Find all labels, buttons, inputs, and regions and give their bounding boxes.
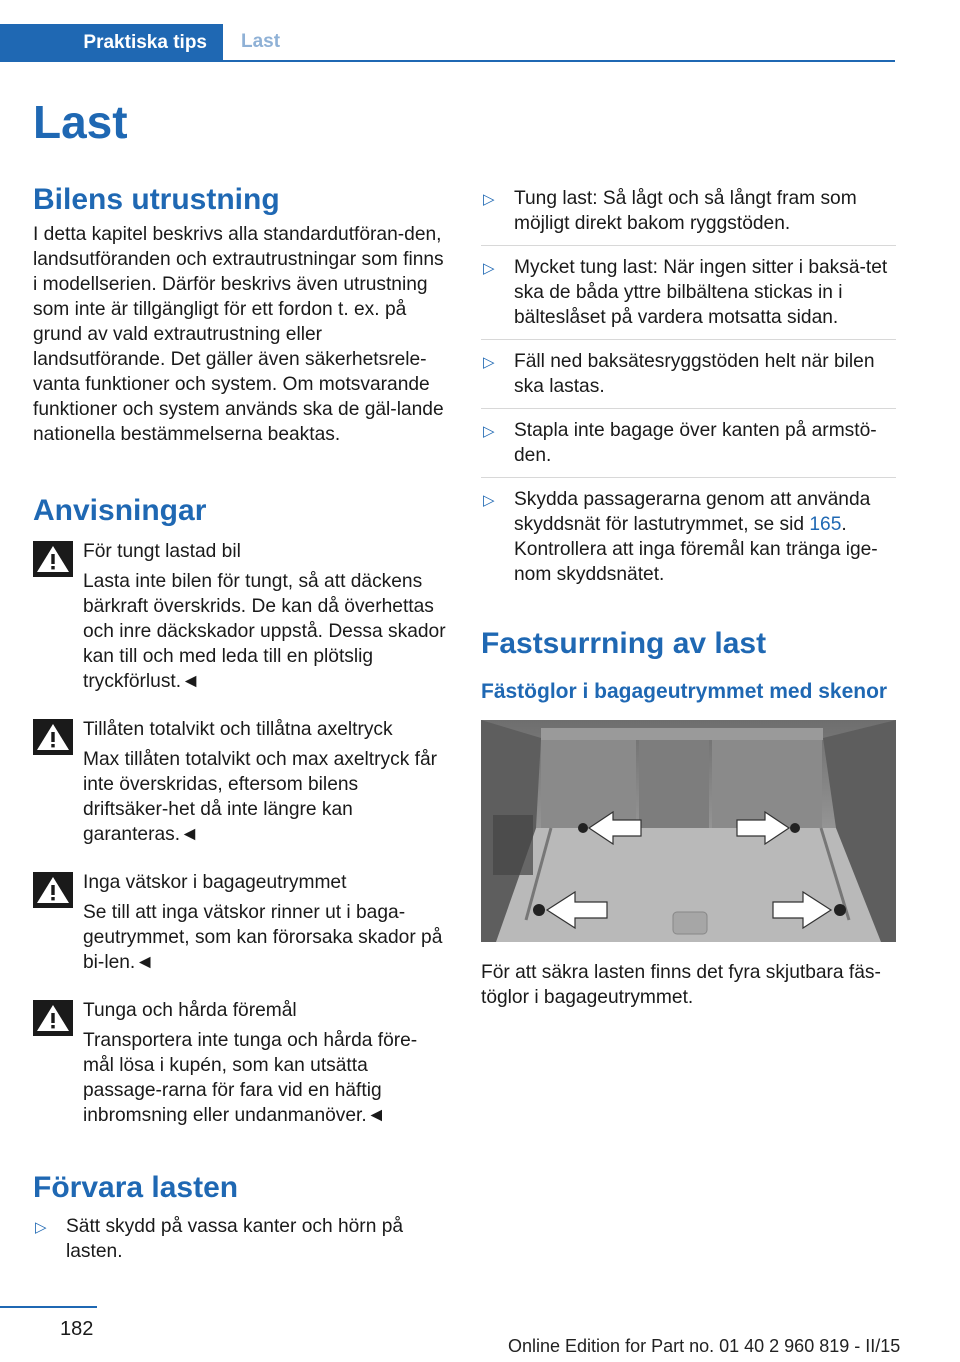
triangle-right-icon: ▷ <box>483 423 495 440</box>
storage-heading: Förvara lasten <box>33 1171 239 1204</box>
equipment-text: I detta kapitel beskrivs alla standardutföran-den, landsutföranden och extrautrustningar som finns i modellserien. Därför beskrivs även utrustning som inte är tillgängligt för ett fordon t. ex. på grund av vald extrautrustning eller landsutförande. Det gäller även säkerhetsrele-vanta funktioner och system. Om motsvarande funktioner och system används ska de gäl-lande nationella bestämmelserna beaktas. <box>33 224 444 445</box>
edition-text: Online Edition for Part no. 01 40 2 960 819 - II/15 <box>508 1336 901 1356</box>
triangle-right-icon: ▷ <box>483 191 495 208</box>
cargo-area-photo <box>481 720 896 942</box>
net-bullet-text-end: . Kontrollera att inga föremål kan tränga ige-nom skyddsnätet. <box>514 514 878 585</box>
header-section: Praktiska tips <box>83 32 207 53</box>
warning-title: Tunga och hårda föremål <box>83 1000 297 1021</box>
warning-text: Transportera inte tunga och hårda före-mål lösa i kupén, som kan utsätta passage-rarna för fara vid en häftig inbromsning eller undanmanöver.◄ <box>83 1030 418 1126</box>
warning-title: Inga vätskor i bagageutrymmet <box>83 872 347 893</box>
list-item-text: Fäll ned baksätesryggstöden helt när bilen ska lastas. <box>514 351 875 397</box>
storage-list-right <box>481 186 896 596</box>
left-column <box>33 180 448 1282</box>
storage-list-left <box>33 1214 448 1273</box>
warning-triangle-icon <box>33 541 73 577</box>
warning-block <box>33 539 448 694</box>
list-item-text: Stapla inte bagage över kanten på armstö-den. <box>514 420 877 466</box>
list-item <box>481 349 896 409</box>
warning-triangle-icon <box>33 719 73 755</box>
warning-text: Lasta inte bilen för tungt, så att däckens bärkraft överskrids. De kan då överhettas och inre däckskador uppstå. Dessa skador kan till och med leda till en plötslig tryckförlust.◄ <box>83 571 446 692</box>
lashing-subheading: Fästöglor i bagageutrymmet med skenor <box>481 680 888 703</box>
warning-triangle-icon <box>33 1000 73 1036</box>
triangle-right-icon: ▷ <box>35 1219 47 1236</box>
warning-title: För tungt lastad bil <box>83 541 241 562</box>
list-item <box>33 1214 448 1273</box>
warning-block <box>33 717 448 847</box>
warning-block <box>33 998 448 1128</box>
triangle-right-icon: ▷ <box>483 260 495 277</box>
notes-heading: Anvisningar <box>33 494 207 527</box>
header-subsection: Last <box>241 31 281 52</box>
list-item <box>481 186 896 246</box>
lashing-heading: Fastsurrning av last <box>481 627 767 660</box>
right-column <box>481 186 896 1010</box>
page-number: 182 <box>60 1318 94 1340</box>
page-link-165[interactable]: 165 <box>809 514 842 535</box>
warning-text: Se till att inga vätskor rinner ut i baga-geutrymmet, som kan förorsaka skador på bi-len.◄ <box>83 902 443 973</box>
lashing-caption: För att säkra lasten finns det fyra skjutbara fäs-töglor i bagageutrymmet. <box>481 962 881 1008</box>
warning-triangle-icon <box>33 872 73 908</box>
list-item <box>481 255 896 340</box>
warning-block <box>33 870 448 975</box>
list-item <box>481 487 896 596</box>
list-item-text: Tung last: Så lågt och så långt fram som möjligt direkt bakom ryggstöden. <box>514 188 857 234</box>
equipment-heading: Bilens utrustning <box>33 183 280 216</box>
triangle-right-icon: ▷ <box>483 354 495 371</box>
net-bullet-text-start: Skydda passagerarna genom att använda skyddsnät för lastutrymmet, se sid <box>514 489 871 535</box>
list-item <box>481 418 896 478</box>
list-item-text: Sätt skydd på vassa kanter och hörn på lasten. <box>66 1216 404 1262</box>
header-rule <box>0 60 895 62</box>
header-section-tab <box>0 24 223 62</box>
warning-title: Tillåten totalvikt och tillåtna axeltryck <box>83 719 393 740</box>
footer-rule <box>0 1306 97 1308</box>
list-item-text: Mycket tung last: När ingen sitter i baksä-tet ska de båda yttre bilbältena stickas in i bälteslåset på vardera motsatta sidan. <box>514 257 888 328</box>
page-title: Last <box>33 96 128 148</box>
warning-text: Max tillåten totalvikt och max axeltryck får inte överskridas, eftersom bilens driftsäker-het då inte längre kan garanteras.◄ <box>83 749 438 845</box>
triangle-right-icon: ▷ <box>483 492 495 509</box>
